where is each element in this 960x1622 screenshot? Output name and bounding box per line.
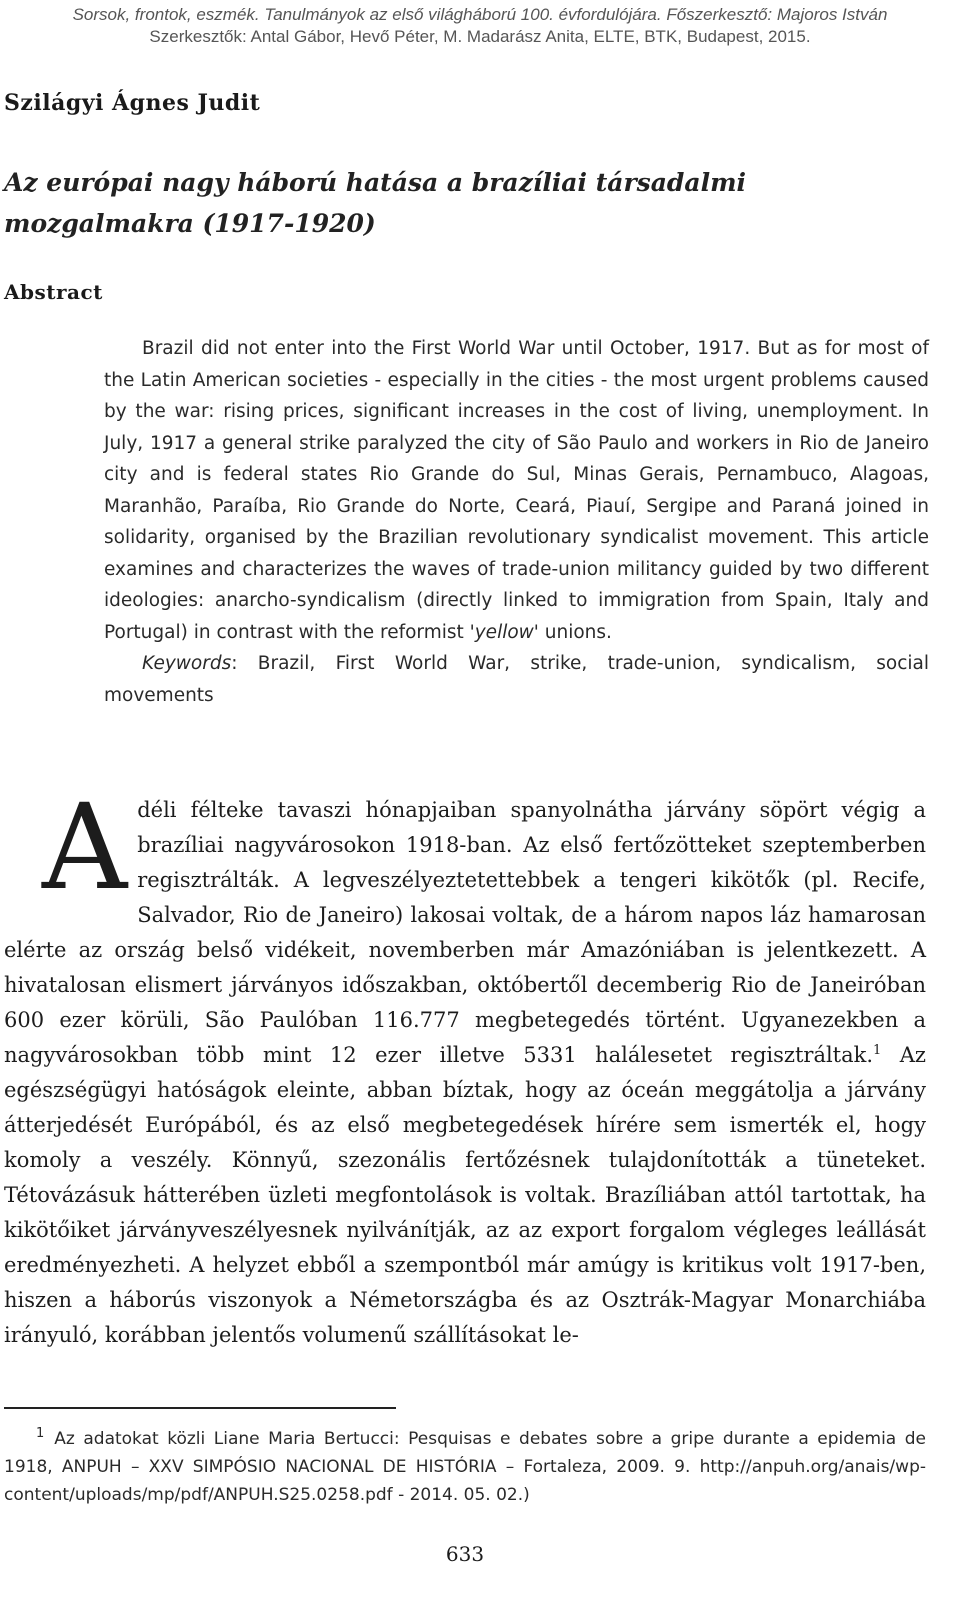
keywords-label: Keywords [142, 653, 232, 674]
header-editors-line: Szerkesztők: Antal Gábor, Hevő Péter, M. Madarász Anita, ELTE, BTK, Budapest, 2015. [149, 27, 811, 46]
body-text-part1: déli félteke tavaszi hónapjaiban spanyolnátha járvány söpört végig a brazíliai nagyvárosokon 1918-ban. Az első fertőzötteket szeptemberben regisztrálták. A legveszélyeztetettebbek a tengeri kikötők (pl. Recife, Salvador, Rio de Janeiro) lakosai voltak, de a három napos láz hamarosan elérte az ország belső vidékeit, novemberben már Amazóniában is jelentkezett. A hivatalosan elismert járványos időszakban, októbertől decemberig Rio de Janeiróban 600 ezer körüli, São Paulóban 116.777 megbetegedés történt. Ugyanezekben a nagyvárosokban több mint 12 ezer illetve 5331 halálesetet regisztráltak. [4, 798, 926, 1067]
footnote-text: Az adatokat közli Liane Maria Bertucci: Pesquisas e debates sobre a gripe durante a epidemia de 1918, ANPUH – XXV SIMPÓSIO NACIONAL DE HISTÓRIA – Fortaleza, 2009. 9. http://anpuh.org/anais/wp-content/uploads/mp/pdf/ANPUH.S25.0258.pdf - 2014. 05. 02.) [4, 1429, 926, 1505]
abstract-text-end: ' unions. [533, 621, 612, 643]
body-text [4, 778, 926, 1353]
running-header [0, 4, 960, 48]
author-name: Szilágyi Ágnes Judit [4, 90, 261, 116]
body-paragraph [4, 778, 926, 1353]
footnote-paragraph [4, 1425, 926, 1509]
abstract-heading: Abstract [4, 280, 103, 304]
abstract-block [104, 333, 929, 711]
footnote-divider [4, 1407, 396, 1409]
abstract-paragraph [104, 333, 929, 648]
abstract-yellow-term: yellow [474, 621, 534, 643]
footnote [4, 1425, 926, 1509]
header-series-line: Sorsok, frontok, eszmék. Tanulmányok az első világháború 100. évfordulójára. Főszerkesztő: Majoros István [72, 5, 888, 24]
keywords-line [104, 648, 929, 711]
keywords-list: : Brazil, First World War, strike, trade-union, syndicalism, social movements [104, 653, 929, 706]
footnote-reference[interactable]: 1 [873, 1043, 882, 1058]
body-text-part2: Az egészségügyi hatóságok eleinte, abban bíztak, hogy az óceán meggátolja a járvány átterjedését Európából, és az első megbetegedések hírére sem ismerték el, hogy komoly a veszély. Könnyű, szezonális fertőzésnek tulajdonították a tüneteket. Tétovázásuk hátterében üzleti megfontolások is voltak. Brazíliában attól tartottak, ha kikötőiket járványveszélyesnek nyilvánítják, az az export forgalom végleges leállását eredményezheti. A helyzet ebből a szempontból már amúgy is kritikus volt 1917-ben, hiszen a háborús viszonyok a Németországba és az Osztrák-Magyar Monarchiába irányuló, korábban jelentős volumenű szállításokat le- [4, 1043, 926, 1347]
drop-cap: A [42, 778, 128, 916]
page-number: 633 [445, 1542, 485, 1566]
article-title: Az európai nagy háború hatása a brazíliai társadalmi mozgalmakra (1917-1920) [4, 168, 747, 238]
footnote-number: 1 [36, 1426, 45, 1441]
abstract-text-main: Brazil did not enter into the First World War until October, 1917. But as for most of the Latin American societies - especially in the cities - the most urgent problems caused by the war: rising prices, significant increases in the cost of living, unemployment. In July, 1917 a general strike paralyzed the city of São Paulo and workers in Rio de Janeiro city and is federal states Rio Grande do Sul, Minas Gerais, Pernambuco, Alagoas, Maranhão, Paraíba, Rio Grande do Norte, Ceará, Piauí, Sergipe and Paraná joined in solidarity, organised by the Brazilian revolutionary syndicalist movement. This article examines and characterizes the waves of trade-union militancy guided by two different ideologies: anarcho-syndicalism (directly linked to immigration from Spain, Italy and Portugal) in contrast with the reformist ' [104, 338, 929, 643]
